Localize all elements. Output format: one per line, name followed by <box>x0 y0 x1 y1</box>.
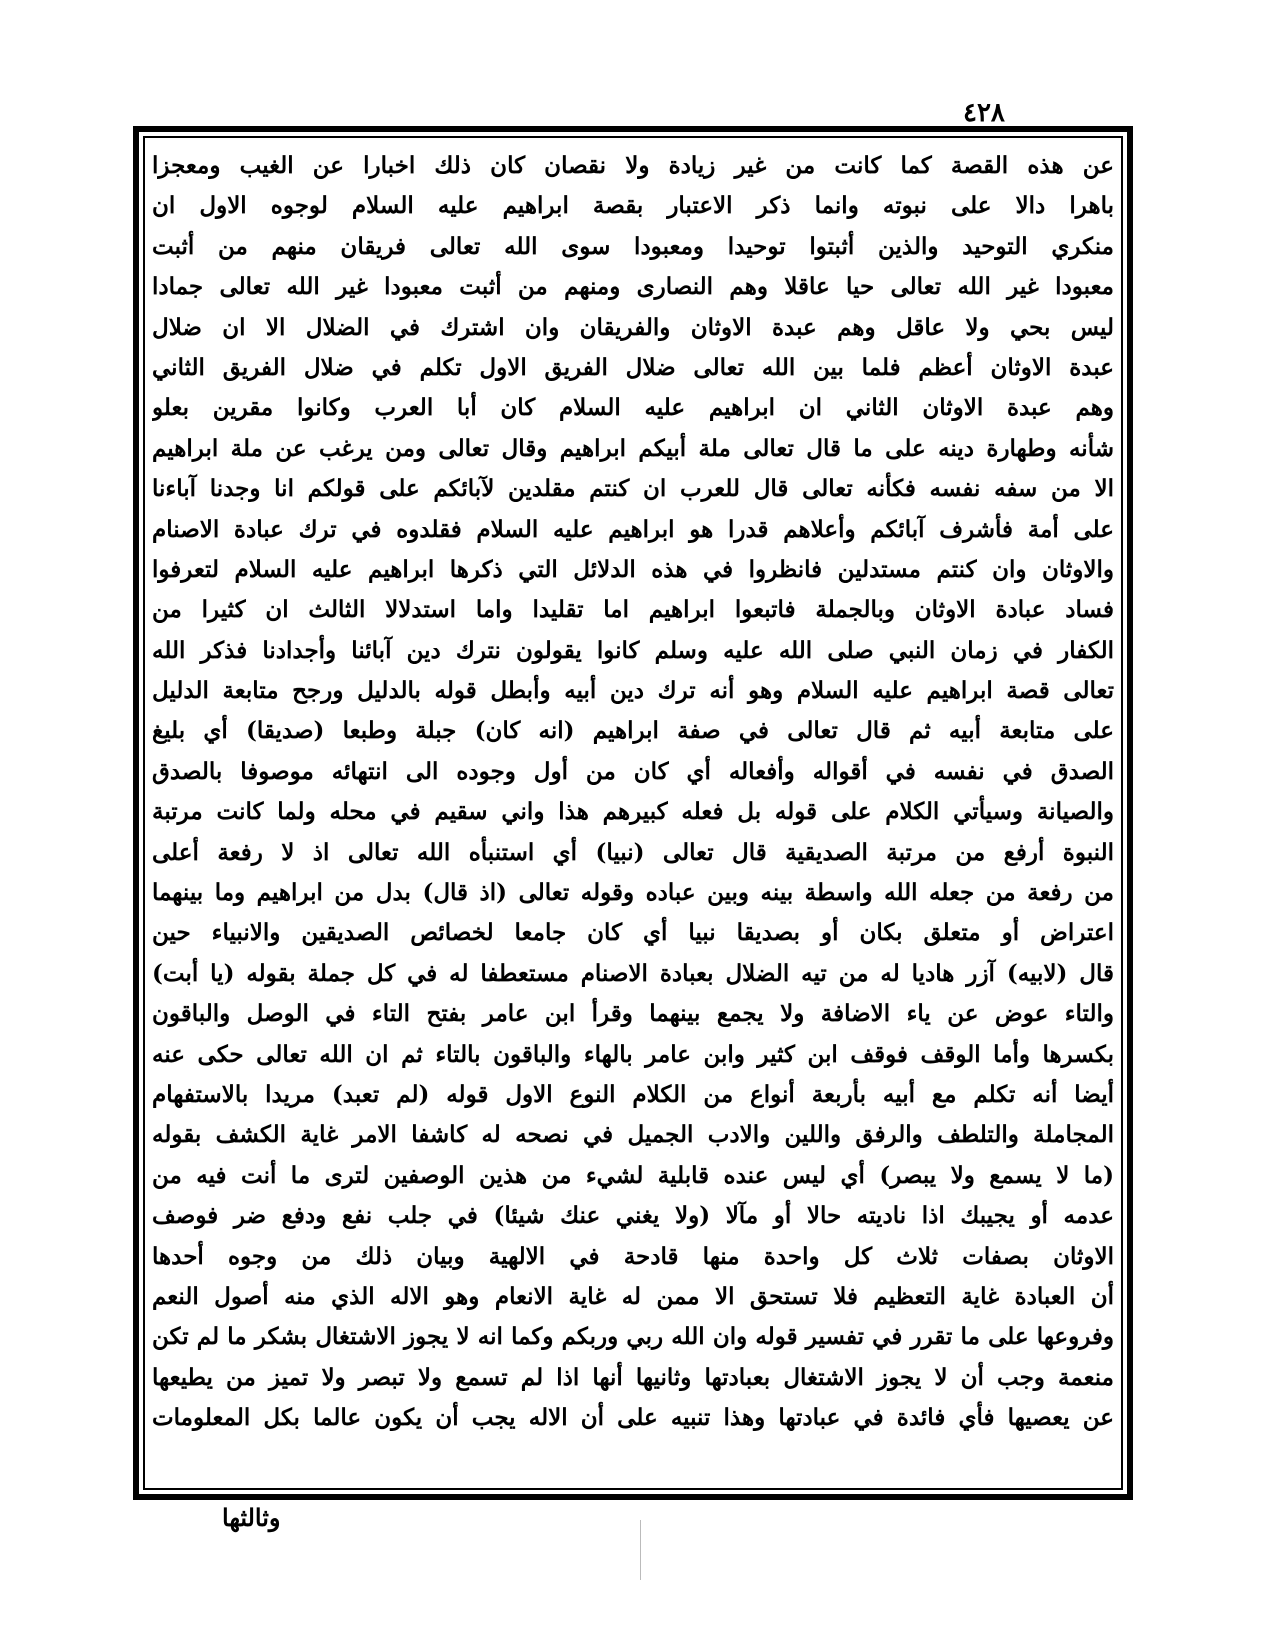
text-line: منكري التوحيد والذين أثبتوا توحيدا ومعبودا سوى الله تعالى فريقان منهم من أثبت <box>152 232 1114 260</box>
text-line: على متابعة أبيه ثم قال تعالى في صفة ابراهيم (انه كان) جبلة وطبعا (صديقا) أي بليغ <box>152 717 1114 745</box>
text-line: منعمة وجب أن لا يجوز الاشتغال بعبادتها وثانيها أنها اذا لم تسمع ولا تبصر ولا تميز من يطيعها <box>152 1363 1114 1391</box>
text-line: من رفعة من جعله الله واسطة بينه وبين عباده وقوله تعالى (اذ قال) بدل من ابراهيم وما بينهما <box>152 879 1114 907</box>
catchword: وثالثها <box>222 1503 281 1532</box>
text-line: وهم عبدة الاوثان الثاني ان ابراهيم عليه السلام كان أبا العرب وكانوا مقرين بعلو <box>152 394 1114 422</box>
text-line: اعتراض أو متعلق بكان أو بصديقا نبيا أي كان جامعا لخصائص الصديقين والانبياء حين <box>152 919 1114 947</box>
text-line: النبوة أرفع من مرتبة الصديقية قال تعالى (نبيا) أي استنبأه الله تعالى اذ لا رفعة أعلى <box>152 838 1114 866</box>
text-line: (ما لا يسمع ولا يبصر) أي ليس عنده قابلية لشيء من هذين الوصفين لترى ما أنت فيه من <box>152 1161 1114 1189</box>
text-line: والتاء عوض عن ياء الاضافة ولا يجمع بينهما وقرأ ابن عامر بفتح التاء في الوصل والباقون <box>152 1000 1114 1028</box>
text-line: الاوثان بصفات ثلاث كل واحدة منها قادحة في الالهية وبيان ذلك من وجوه أحدها <box>152 1242 1114 1270</box>
text-line: باهرا دالا على نبوته وانما ذكر الاعتبار بقصة ابراهيم عليه السلام لوجوه الاول ان <box>152 192 1114 220</box>
text-line: عن هذه القصة كما كانت من غير زيادة ولا نقصان كان ذلك اخبارا عن الغيب ومعجزا <box>152 152 1114 179</box>
text-line: أن العبادة غاية التعظيم فلا تستحق الا ممن له غاية الانعام وهو الاله الذي منه أصول النعم <box>152 1282 1114 1310</box>
text-line: معبودا غير الله تعالى حيا عاقلا وهم النصارى ومنهم من أثبت معبودا غير الله تعالى جمادا <box>152 273 1114 301</box>
text-line: قال (لابيه) آزر هاديا له من تيه الضلال بعبادة الاصنام مستعطفا له في كل جملة بقوله (يا أبت) <box>152 959 1114 987</box>
text-line: والصيانة وسيأتي الكلام على قوله بل فعله كبيرهم هذا واني سقيم في محله ولما كانت مرتبة <box>152 798 1114 826</box>
main-text-block <box>152 146 1114 1482</box>
text-line: أيضا أنه تكلم مع أبيه بأربعة أنواع من الكلام النوع الاول قوله (لم تعبد) مريدا بالاستفهام <box>152 1080 1114 1108</box>
text-line: عن يعصيها فأي فائدة في عبادتها وهذا تنبيه على أن الاله يجب أن يكون عالما بكل المعلومات <box>152 1404 1114 1432</box>
text-line: على أمة فأشرف آبائكم وأعلاهم قدرا هو ابراهيم عليه السلام فقلدوه في ترك عبادة الاصنام <box>152 515 1114 543</box>
text-line: وفروعها على ما تقرر في تفسير قوله وان الله ربي وربكم وكما انه لا يجوز الاشتغال بشكر ما لم تكن <box>152 1323 1114 1351</box>
text-line: شأنه وطهارة دينه على ما قال تعالى ملة أبيكم ابراهيم وقال تعالى ومن يرغب عن ملة ابراهيم <box>152 434 1114 462</box>
text-line: ليس بحي ولا عاقل وهم عبدة الاوثان والفريقان وان اشترك في الضلال الا ان ضلال <box>152 313 1114 341</box>
text-line: عبدة الاوثان أعظم فلما بين الله تعالى ضلال الفريق الاول تكلم في ضلال الفريق الثاني <box>152 353 1114 381</box>
text-line: والاوثان وان كنتم مستدلين فانظروا في هذه الدلائل التي ذكرها ابراهيم عليه السلام لتعرفوا <box>152 555 1114 583</box>
text-line: المجاملة والتلطف والرفق واللين والادب الجميل في نصحه له كاشفا الامر غاية الكشف بقوله <box>152 1121 1114 1149</box>
page-number: ٤٢٨ <box>963 98 1005 128</box>
text-line: الا من سفه نفسه فكأنه تعالى قال للعرب ان كنتم مقلدين لآبائكم على قولكم انا وجدنا آباءنا <box>152 475 1114 503</box>
text-line: بكسرها وأما الوقف فوقف ابن كثير وابن عامر بالهاء والباقون بالتاء ثم ان الله تعالى حكى عنه <box>152 1040 1114 1068</box>
text-line: فساد عبادة الاوثان وبالجملة فاتبعوا ابراهيم اما تقليدا واما استدلالا الثالث ان كثيرا من <box>152 596 1114 624</box>
text-line: الصدق في نفسه في أقواله وأفعاله أي كان من أول وجوده الى انتهائه موصوفا بالصدق <box>152 757 1114 785</box>
text-line: الكفار في زمان النبي صلى الله عليه وسلم كانوا يقولون نترك دين آبائنا وأجدادنا فذكر الله <box>152 636 1114 664</box>
scan-edge-mark <box>640 1520 641 1580</box>
text-line: عدمه أو يجيبك اذا ناديته حالا أو مآلا (ولا يغني عنك شيئا) في جلب نفع ودفع ضر فوصف <box>152 1202 1114 1230</box>
text-line: تعالى قصة ابراهيم عليه السلام وهو أنه ترك دين أبيه وأبطل قوله بالدليل ورجح متابعة الدليل <box>152 677 1114 705</box>
